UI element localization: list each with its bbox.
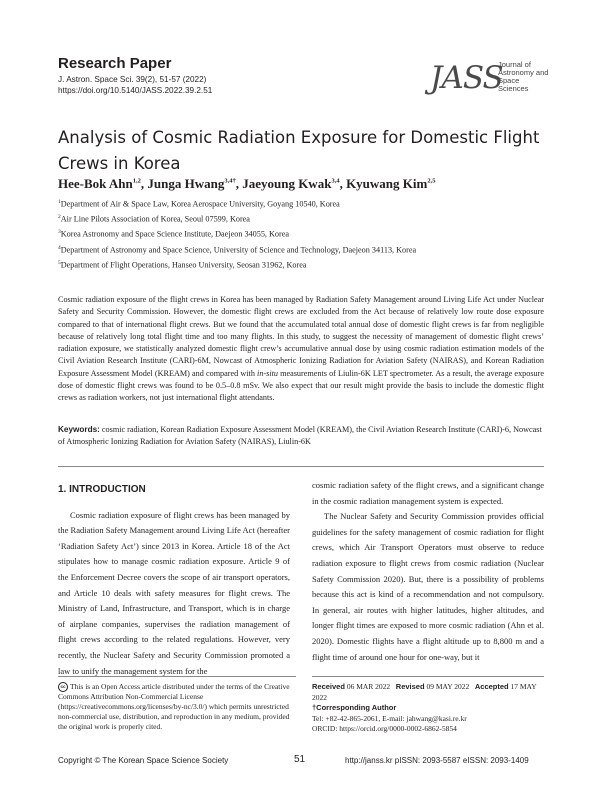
orcid-link[interactable]: ORCID: https://orcid.org/0000-0002-6862-5854 [312,724,457,733]
affiliation-item: $^1$Department of Air & Space Law, Korea Aerospace University, Goyang 10540, Korea [58,199,340,209]
citation: J. Astron. Space Sci. 39(2), 51-57 (2022) [58,75,207,84]
journal-logo-sub-1: Journal of [498,60,531,69]
body-paragraph: cosmic radiation safety of the flight crews, and a significant change in the cosmic radiation management system is expected. [312,480,544,506]
license-note [58,682,296,732]
affiliation-item: $^4$Department of Astronomy and Space Science, University of Science and Technology, Daejeon 34113, Korea [58,244,417,255]
affiliation-item: $^2$Air Line Pilots Association of Korea, Seoul 07599, Korea [58,214,250,224]
author-affil-mark: 3,4 [331,177,340,185]
keywords-text: cosmic radiation, Korean Radiation Exposure Assessment Model (KREAM), the Civil Aviation Research Institute (CARI)-6, Nowcast of Atmospheric Ionizing Radiation for Aviation Safety (NAIRAS), Liulin-6K [58,425,542,447]
affiliation-item: $^3$Korea Astronomy and Space Science Institute, Daejeon 34055, Korea [58,229,290,240]
journal-logo-sub-2: Astronomy and [498,68,549,77]
history-dates: Received 06 MAR 2022 Revised 09 MAY 2022 Accepted 17 MAY 2022 [312,682,537,702]
footnote-rule-left [58,676,296,677]
page-number: 51 [294,754,306,765]
issn-info: http://janss.kr pISSN: 2093-5587 eISSN: 2093-1409 [345,756,529,765]
contact-info: Tel: +82-42-865-2061, E-mail: jahwang@kasi.re.kr [312,713,467,723]
author-name: Kyuwang Kim [346,176,428,191]
author-name: Jaeyoung Kwak [242,176,332,191]
affiliation-item: $^5$Department of Flight Operations, Hanseo University, Seosan 31962, Korea [58,259,307,270]
journal-logo-text: JASS [430,60,503,96]
keywords-label: Keywords: [58,425,100,434]
corresponding-author-label: †Corresponding Author [312,703,397,712]
author-name: Hee-Bok Ahn [58,176,133,191]
author-affil-mark: 2,5 [427,177,436,185]
article-type-label: Research Paper [58,55,172,72]
copyright-notice: Copyright © The Korean Space Science Society [58,756,229,765]
license-text: This is an Open Access article distributed under the terms of the Creative Commons Attribution Non-Commercial License (https://creativecommons.org/licenses/by-nc/3.0/) which permits unrestricted non-commercial use, distribution, and reproduction in any medium, provided the original work is properly cited. [58,682,290,732]
author-name: Junga Hwang [147,176,225,191]
abstract: Cosmic radiation exposure of the flight crews in Korea has been managed by Radiation Safety Management around Living Life Act under Nuclear Safety and Security Commission. However, the domestic flight crews are excluded from the Act because of relatively low route dose exposure compared to that of international flight crews. But we found that the accumulated total annual dose of domestic flight crews is far from negligible because of relatively long total flight time and too many flights. In this study, to suggest the necessity of management of domestic flight crews’ radiation exposure, we statistically analyzed domestic flight crew’s accumulative annual dose by using cosmic radiation estimation models of the Civil Aviation Research Institute (CARI)-6M, Nowcast of Atmospheric Ionizing Radiation for Aviation Safety (NAIRAS), and Korean Radiation Exposure Assessment Model (KREAM) and compared with in-situ measurements of Liulin-6K LET spectrometer. As a result, the average exposure dose of domestic flight crews was found to be 0.5–0.8 mSv. We also expect that our result might provide the basis to include the domestic flight crews as radiation workers, not just international flight attendants. [58,295,544,403]
paper-title: Analysis of Cosmic Radiation Exposure for Domestic Flight Crews in Korea [58,128,540,173]
body-paragraph: Cosmic radiation exposure of flight crews has been managed by the Radiation Safety Management around Living Life Act (hereafter ‘Radiation Safety Act’) since 2013 in Korea. Article 18 of the Act stipulates how to manage cosmic radiation exposure. Article 9 of the Enforcement Decree covers the scope of air transport operators, and Article 10 deals with safety measures for flight crews. The Ministry of Land, Infrastructure, and Transport, which is in charge of airplane companies, supervises the radiation management of flight crews according to the related regulations. However, very recently, the Nuclear Safety and Security Commission promoted a law to unify the management system for the [58,509,290,676]
author-affil-mark: 3,4† [224,177,236,185]
section-heading: 1. INTRODUCTION [58,484,146,495]
journal-logo [430,60,550,100]
journal-logo-sub-3: Space Sciences [498,76,529,93]
right-column [312,478,544,665]
keywords [58,424,544,449]
author-list: Hee-Bok Ahn$^{1,2}$, Junga Hwang$^{3,4\dagger}$, Jaeyoung Kwak$^{3,4}$, Kyuwang Kim$^{2,5}$ [58,176,436,191]
affiliation-list [58,196,416,272]
body-paragraph: The Nuclear Safety and Security Commission provides official guidelines for the safety management of cosmic radiation for flight crews, which Air Transport Operators must observe to reduce radiation exposure to flight crews from cosmic radiation (Nuclear Safety Commission 2020). But, there is a possibility of problems because this act is kind of a recommendation and not compulsory. In general, air routes with higher latitudes, higher altitudes, and longer flight times are exposed to more cosmic radiation (Ahn et al. 2020). Domestic flights have a flight altitude up to 8,800 m and a flight time of around one hour for one-way, but it [312,511,544,662]
section-divider [58,466,544,467]
left-column [58,482,290,679]
author-affil-mark: 1,2 [132,177,141,185]
footnote-rule-right [312,676,544,677]
doi-link[interactable]: https://doi.org/10.5140/JASS.2022.39.2.51 [58,86,213,95]
creative-commons-icon: cc [58,682,68,692]
article-history [312,682,550,735]
